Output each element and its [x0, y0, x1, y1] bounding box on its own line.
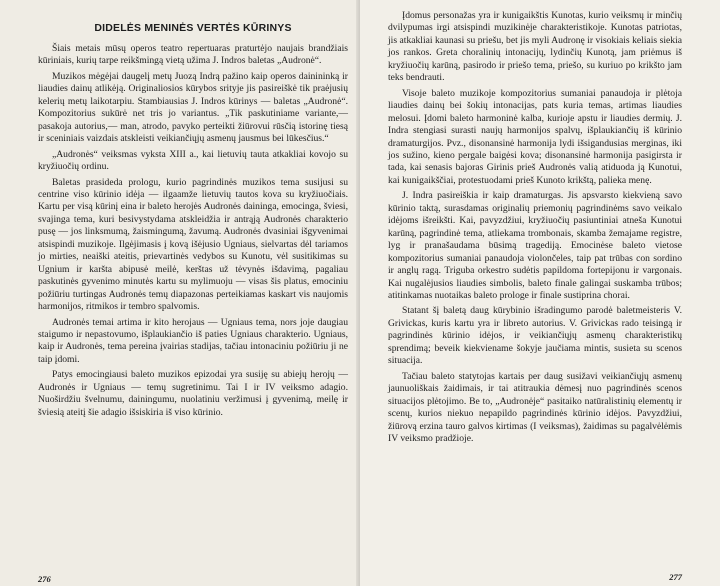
- paragraph: J. Indra pasireiškia ir kaip dramaturgas. Jis apsvarsto kiekvieną savo kūrinio taktą, surasdamas originalių priemonių pagrindinėms savo veikalo idėjoms išreikšti. Kai, pavyzdžiui, kryžiuočių pasiuntiniai atneša Kunotui karūną, pagrindinė tema, atliekama trombonais, skamba žemajame registre, lyg ir pranašaudama būsimą tragediją. Emocinėse baleto vietose kompozitorius sumaniai panaudoja violončeles, taip pat trūbas con sordino ir anglų ragą. Triguba orkestro sudėtis papildoma fortepijonu ir vargonais. Kai nugalėjusios liaudies simbolis, baleto finale galingai suskamba trūbos; atitinkamas nuotaikas baleto prologe ir finale sustiprina chorai.: [388, 190, 682, 301]
- paragraph: Audronės temai artima ir kito herojaus — Ugniaus tema, nors joje daugiau staigumo ir nepastovumo, išplaukiančio iš paties Ugniaus charakterio. Ugniaus, kaip ir Audronės, tema pereina įvairias stadijas, tačiau intonaciniu požiūriu ji ne taip įdomi.: [38, 316, 348, 365]
- paragraph: Patys emocingiausi baleto muzikos epizodai yra susiję su abiejų herojų — Audronės ir Ugniaus — temų sugretinimu. Tai I ir IV veiksmo adagio. Nuoširdžiu švelnumu, dainingumu, nuolatiniu veržimusi į gyvenimą, meilę ir šviesią ateitį šie adagio išsiskiria iš viso kūrinio.: [38, 369, 348, 418]
- paragraph: Tačiau baleto statytojas kartais per daug susižavi veikiančiųjų asmenų jaunuoliškais žaidimais, ir tai atitraukia dėmesį nuo pagrindinės scenos situacijos plėtojimo. Be to, „Audronėje“ pasitaiko natūralistinių elementų ir scenų, kurios niekuo nepapildo pagrindinės kūrinio idėjos. Pavyzdžiui, žiūrovą erzina tauro galvos kirtimas (I veiksmas), žaidimas su pagalvėlėmis IV veiksmo pradžioje.: [388, 370, 682, 444]
- paragraph: Muzikos mėgėjai daugelį metų Juozą Indrą pažino kaip operos dainininką ir liaudies dainų atlikėją. Originaliosios kūrybos srityje jis pasireiškė tik praėjusių kelerių metų laikotarpiu. Stambiausias J. Indros kūrinys — baletas „Audronė“. Kompozitorius sukūrė net tris jo variantus. „Tik paskutiniame variante,— pasakoja autorius,— man, atrodo, pavyko perteikti žiūrovui rūsčią istorinę tiesą ir sceniniais vaizdais atskleisti veikiančiųjų asmenų jausmus bei lūkesčius.“: [38, 70, 348, 145]
- paragraph: Visoje baleto muzikoje kompozitorius sumaniai panaudoja ir plėtoja liaudies dainų bei šokių intonacijas, pats kuria temas, artimas liaudies melosui. Įdomi baleto harmoninė kalba, kurioje apstu ir liaudies dermių. J. Indra stengiasi surasti naujų harmonijos spalvų, išplaukiančių iš kūrinio dramaturgijos. Pvz., disonansinė harmonija lydi išsigandusias merginas, iki jos sužino, kieno pergale baigėsi kova; disonansinė harmonija pasigirsta ir tada, kai senasis bajoras Girinis prieš Audronės valią atiduoda ją Kunotui, kai kunigaikščiai, protestuodami prieš Kunoto krikštą, palieka menę.: [388, 87, 682, 186]
- page-number: 277: [669, 572, 682, 582]
- paragraph: Šiais metais mūsų operos teatro repertuaras praturtėjo naujais brandžiais kūriniais, kurių tarpe reikšmingą vietą užima J. Indros baletas „Audronė“.: [38, 43, 348, 67]
- paragraph: Baletas prasideda prologu, kurio pagrindinės muzikos tema susijusi su centrine viso kūrinio idėja — ilgaamže lietuvių tautos kova su kryžiuočiais. Kartu per visą kūrinį eina ir baleto herojės Audronės daininga, emocinga, šviesi, svajinga tema, kuri besivystydama atskleidžia ir antrąją Audronės charakterio pusę — jos linksmumą, žaismingumą, žavumą. Audronės dvasiniai išgyvenimai atsispindi muzikoje. Ilgėjimasis į kovą išėjusio Ugniaus, sielvartas dėl tariamos jo mirties, neaiški ateitis, prievartinės vedybos su Kunotu, vėl susitikimas su Ugnium ir karšta abipusė meilė, kerštas už tėvynės išdavimą, pagaliau paskutinės gyvenimo minutės kartu su mylimuoju — visas šis platus, emociniu požiūriu turtingas Audronės temų diapazonas perteikiamas kaskart vis naujomis harmonijos, ritmikos ir tembro spalvomis.: [38, 176, 348, 313]
- right-page: [360, 0, 720, 586]
- paragraph: Įdomus personažas yra ir kunigaikštis Kunotas, kurio veiksmų ir minčių dvilypumas irgi atsispindi muzikinėje charakteristikoje. Kunotas patriotas, jis atkakliai kaunasi su priešu, bet jis myli Audronę ir visokiais keliais siekia jos rankos. Greta choralinių intonacijų, lydinčių Kunotą, jam priėmus iš kryžiuočių karūną, pasirodo ir priešo tema, priešo, su kuriuo po krikšto jam teks bendrauti.: [388, 10, 682, 84]
- page-number: 276: [38, 574, 51, 584]
- paragraph: Statant šį baletą daug kūrybinio išradingumo parodė baletmeisteris V. Grivickas, kuris kartu yra ir libreto autorius. V. Grivickas rado teisingą ir pagrindinės kūrinio idėjos, ir veikiančiųjų asmenų charakteristikų sprendimą; beveik kiekviename šokyje jaučiama mintis, susieta su scenos situacija.: [388, 305, 682, 367]
- paragraph: „Audronės“ veiksmas vyksta XIII a., kai lietuvių tauta atkakliai kovojo su kryžiuočių ordinu.: [38, 148, 348, 173]
- article-title: DIDELĖS MENINĖS VERTĖS KŪRINYS: [94, 22, 292, 34]
